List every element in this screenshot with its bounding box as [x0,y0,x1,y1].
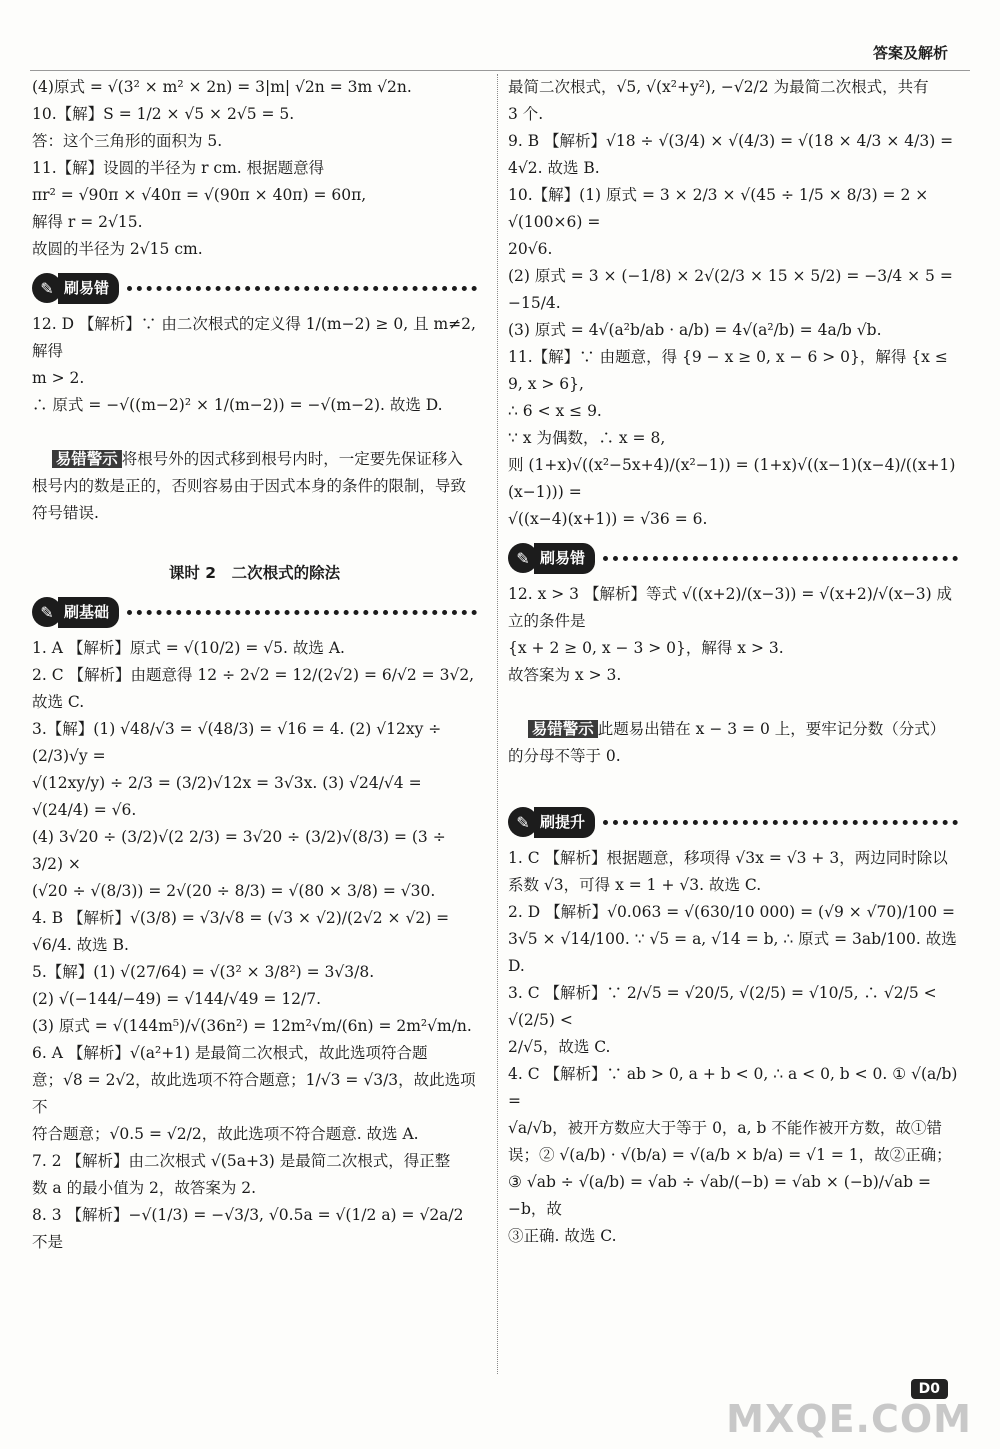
page-number: D0 [911,1379,948,1399]
book-icon: ✎ [32,597,62,627]
answer-line: −15/4. [508,294,561,312]
section-title: 课时 2 二次根式的除法 [168,564,341,582]
answer-line: (3) 原式 = √(144m⁵)/√(36n²) = 12m²√m/(6n) = 2m²√m/n. [32,1017,472,1035]
answer-line: √(12xy/y) ÷ 2/3 = (3/2)√12x = 3√3x. (3) √24/√4 = √(24/4) = √6. [32,774,427,819]
answer-line: 5.【解】(1) √(27/64) = √(3² × 3/8²) = 3√3/8. [32,963,375,981]
answer-line: 8. 3 【解析】−√(1/3) = −√3/3, √0.5a = √(1/2 a) = √2a/2 不是 [32,1206,469,1251]
answer-line: ③ √ab ÷ √(a/b) = √ab ÷ √ab/(−b) = √ab × (−b)/√ab = −b，故 [508,1173,936,1218]
warning-note-left: 易错警示 将根号外的因式移到根号内时，一定要先保证移入根号内的数是正的，否则容易由于因式本身的条件的限制，导致符号错误. [32,450,467,522]
answer-line: 6. A 【解析】√(a²+1) 是最简二次根式，故此选项符合题 [32,1044,428,1062]
answer-line: (4) 3√20 ÷ (3/2)√(2 2/3) = 3√20 ÷ (3/2)√(8/3) = (3 ÷ 3/2) × [32,828,451,873]
answer-line: 符合题意；√0.5 = √2/2，故此选项不符合题意. 故选 A. [32,1125,419,1143]
watermark-logo: MXQE.COM [726,1397,972,1441]
answer-line: 故答案为 x > 3. [508,666,622,684]
answer-line: ∵ x 为偶数，∴ x = 8, [508,429,666,447]
answer-line: 10.【解】S = 1/2 × √5 × 2√5 = 5. [32,105,295,123]
warning-note-right: 易错警示 此题易出错在 x − 3 = 0 上，要牢记分数（分式）的分母不等于 0. [508,720,946,765]
answer-line: 3√5 × √14/100. ∵ √5 = a, √14 = b, ∴ 原式 = 3ab/100. 故选 D. [508,930,962,975]
book-icon: ✎ [508,807,538,837]
answer-line: 2. D 【解析】√0.063 = √(630/10 000) = (√9 × √70)/100 = [508,903,956,921]
answer-line: 9. B 【解析】√18 ÷ √(3/4) × √(4/3) = √(18 × 4/3 × 4/3) = [508,132,954,150]
header-rule [30,70,970,71]
answer-line: 意；√8 = 2√2，故此选项不符合题意；1/√3 = √3/3，故此选项不 [32,1071,476,1116]
banner-shua-tisheng: ✎ 刷提升 [508,807,958,837]
banner-shua-jichu: ✎ 刷基础 [32,597,477,627]
answer-line: 12. D 【解析】∵ 由二次根式的定义得 1/(m−2) ≥ 0, 且 m≠2, 解得 [32,315,481,360]
answer-line: 20√6. [508,240,553,258]
book-icon: ✎ [508,543,538,573]
answer-line: √a/√b，被开方数应大于等于 0，a, b 不能作被开方数，故①错 [508,1119,942,1137]
answer-line: 3. C 【解析】∵ 2/√5 = √20/5, √(2/5) = √10/5, ∴ √2/5 < √(2/5) < [508,984,942,1029]
answer-line: 2/√5，故选 C. [508,1038,611,1056]
answer-line: 4. C 【解析】∵ ab > 0, a + b < 0, ∴ a < 0, b < 0. ① √(a/b) = [508,1065,963,1110]
answer-line: 3.【解】(1) √48/√3 = √(48/3) = √16 = 4. (2) √12xy ÷ (2/3)√y = [32,720,447,765]
left-column [32,74,481,1256]
answer-line: 1. C 【解析】根据题意，移项得 √3x = √3 + 3，两边同时除以 [508,849,948,867]
answer-line: 答：这个三角形的面积为 5. [32,132,223,150]
answer-line: 1. A 【解析】原式 = √(10/2) = √5. 故选 A. [32,639,345,657]
book-icon: ✎ [32,273,62,303]
page-header-title: 答案及解析 [872,44,948,62]
answer-line: 4. B 【解析】√(3/8) = √3/√8 = (√3 × √2)/(2√2 × √2) = √6/4. 故选 B. [32,909,455,954]
answer-line: 系数 √3，可得 x = 1 + √3. 故选 C. [508,876,762,894]
answer-line: 故圆的半径为 2√15 cm. [32,240,203,258]
answer-line: 数 a 的最小值为 2，故答案为 2. [32,1179,257,1197]
answer-line: 7. 2 【解析】由二次根式 √(5a+3) 是最简二次根式，得正整 [32,1152,451,1170]
answer-line: πr² = √90π × √40π = √(90π × 40π) = 60π, [32,186,367,204]
answer-line: (2) 原式 = 3 × (−1/8) × 2√(2/3 × 15 × 5/2) = −3/4 × 5 = [508,267,953,285]
answer-line: (√20 ÷ √(8/3)) = 2√(20 ÷ 8/3) = √(80 × 3/8) = √30. [32,882,436,900]
answer-line: ∴ 原式 = −√((m−2)² × 1/(m−2)) = −√(m−2). 故选 D. [32,396,443,414]
answer-line: ∴ 6 < x ≤ 9. [508,402,602,420]
answer-line: √((x−4)(x+1)) = √36 = 6. [508,510,708,528]
answer-line: (3) 原式 = 4√(a²b/ab · a/b) = 4√(a²/b) = 4a/b √b. [508,321,882,339]
banner-shua-yicuo-right: ✎ 刷易错 [508,543,958,573]
answer-line: 2. C 【解析】由题意得 12 ÷ 2√2 = 12/(2√2) = 6/√2 = 3√2, 故选 C. [32,666,480,711]
column-divider [497,74,498,1374]
right-column [508,74,963,1250]
answer-line: (4)原式 = √(3² × m² × 2n) = 3|m| √2n = 3m √2n. [32,78,412,96]
answer-line: 最简二次根式，√5, √(x²+y²), −√2/2 为最简二次根式，共有 [508,78,929,96]
answer-line: (2) √(−144/−49) = √144/√49 = 12/7. [32,990,322,1008]
answer-line: 误；② √(a/b) · √(b/a) = √(a/b × b/a) = √1 = 1，故②正确； [508,1146,952,1164]
answer-line: 12. x > 3 【解析】等式 √((x+2)/(x−3)) = √(x+2)/√(x−3) 成立的条件是 [508,585,953,630]
banner-shua-yicuo-left: ✎ 刷易错 [32,273,477,303]
answer-line: {x + 2 ≥ 0, x − 3 > 0}，解得 x > 3. [508,639,784,657]
answer-line: 11.【解】∵ 由题意，得 {9 − x ≥ 0, x − 6 > 0}，解得 {x ≤ 9, x > 6}, [508,348,953,393]
answer-line: 11.【解】设圆的半径为 r cm. 根据题意得 [32,159,325,177]
answer-line: 4√2. 故选 B. [508,159,600,177]
answer-line: 解得 r = 2√15. [32,213,143,231]
answer-line: 则 (1+x)√((x²−5x+4)/(x²−1)) = (1+x)√((x−1)(x−4)/((x+1)(x−1))) = [508,456,956,501]
answer-line: ③正确. 故选 C. [508,1227,617,1245]
answer-line: 3 个. [508,105,544,123]
answer-line: m > 2. [32,369,85,387]
answer-line: 10.【解】(1) 原式 = 3 × 2/3 × √(45 ÷ 1/5 × 8/3) = 2 × √(100×6) = [508,186,934,231]
